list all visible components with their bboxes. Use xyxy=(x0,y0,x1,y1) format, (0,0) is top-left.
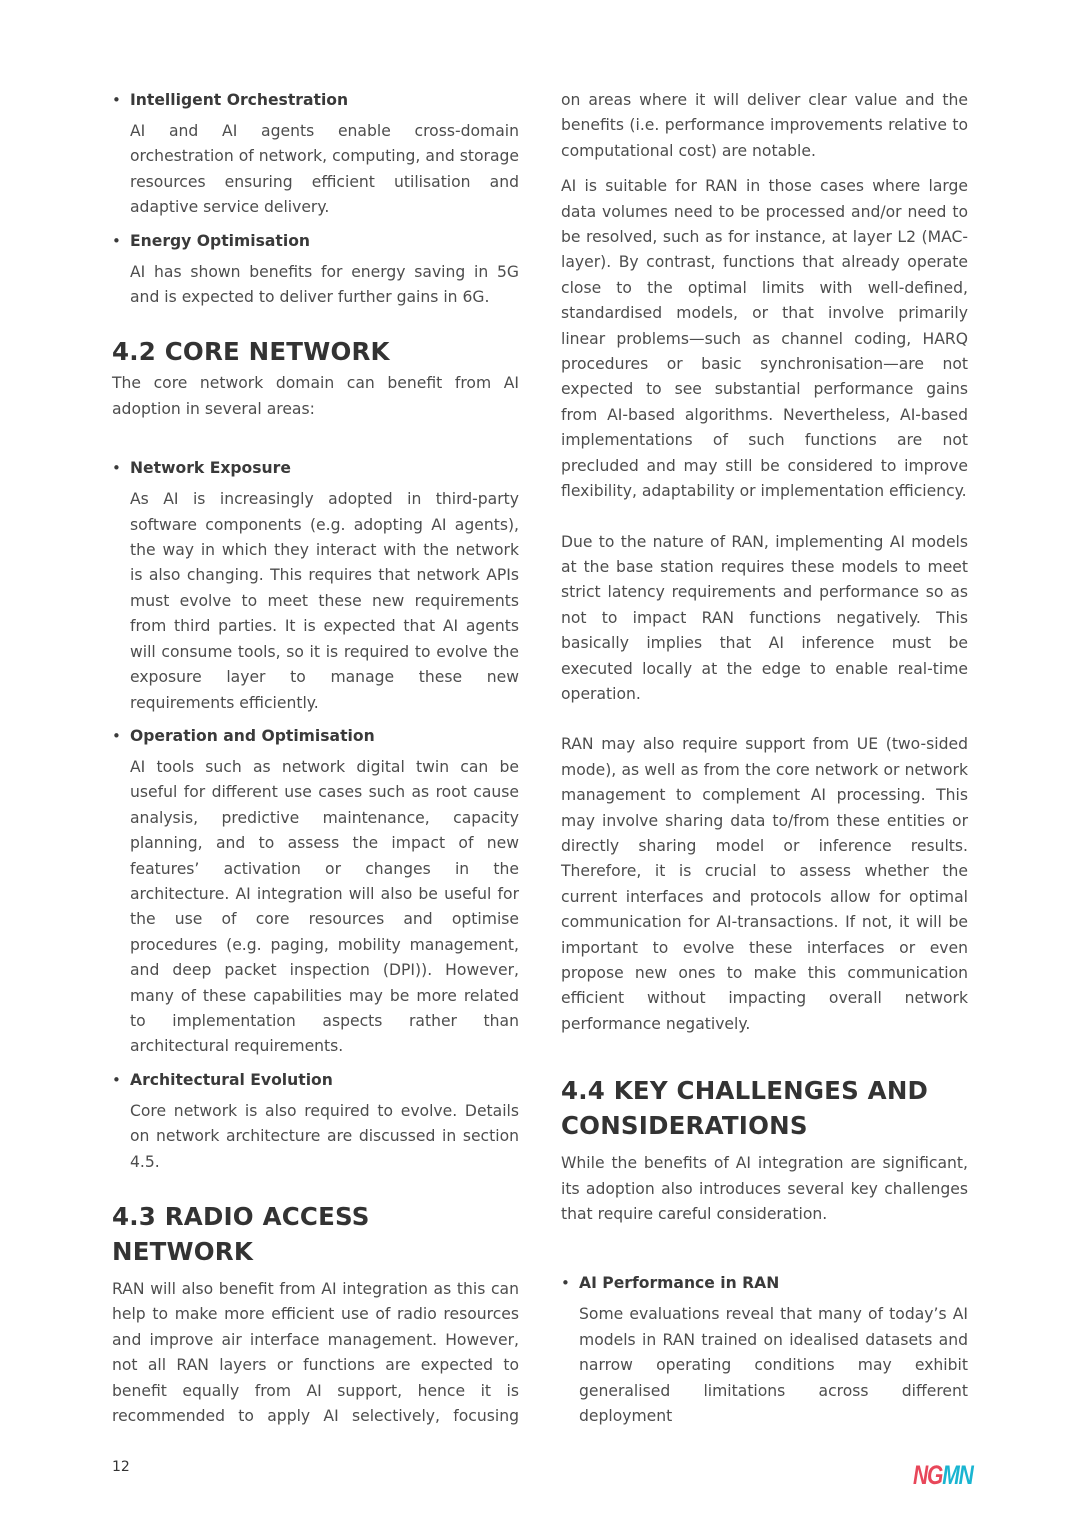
bullet-dot-icon: • xyxy=(112,231,121,250)
section-4-3-paragraph-1-continued: on areas where it will deliver clear value and the benefits (i.e. performance improvements relative to computational cost) are notable. xyxy=(561,91,968,160)
bullet-architectural-evolution xyxy=(112,1068,519,1093)
left-column xyxy=(112,88,519,1429)
bullet-body: AI tools such as network digital twin can be useful for different use cases such as root cause analysis, predictive maintenance, capacity planning, and to assess the impact of new features’ activation or changes in the architecture. AI integration will also be useful for the use of core resources and optimise procedures (e.g. paging, mobility management, and deep packet inspection (DPI)). However, many of these capabilities may be more related to implementation aspects rather than architectural requirements. xyxy=(130,757,519,1056)
bullet-title: Intelligent Orchestration xyxy=(130,91,349,109)
bullet-dot-icon: • xyxy=(112,459,121,478)
section-heading-4-3: 4.3 RADIO ACCESS NETWORK xyxy=(112,1202,370,1266)
bullet-intelligent-orchestration xyxy=(112,88,519,113)
section-4-3-paragraph-1: RAN will also benefit from AI integration as this can help to make more efficient use of radio resources and improve air interface management. However, not all RAN layers or functions are expected to benefit equally from AI support, hence it is recommended to apply AI selectively, focusing xyxy=(112,1280,519,1426)
bullet-title: Energy Optimisation xyxy=(130,231,311,250)
bullet-title: Operation and Optimisation xyxy=(130,726,375,745)
bullet-operation-optimisation xyxy=(112,724,519,749)
right-column xyxy=(561,88,968,1429)
bullet-title: Architectural Evolution xyxy=(130,1070,333,1089)
bullet-dot-icon: • xyxy=(112,726,121,745)
bullet-network-exposure xyxy=(112,456,519,481)
bullet-body: AI and AI agents enable cross-domain orchestration of network, computing, and storage resources ensuring efficient utilisation and adaptive service delivery. xyxy=(130,122,519,217)
section-4-4-intro: While the benefits of AI integration are significant, its adoption also introduces several key challenges that require careful consideration. xyxy=(561,1154,968,1224)
bullet-title: AI Performance in RAN xyxy=(579,1274,780,1293)
bullet-body: As AI is increasingly adopted in third-party software components (e.g. adopting AI agents), the way in which they interact with the network is also changing. This requires that network APIs must evolve to meet these new requirements from third parties. It is expected that AI agents will consume tools, so it is required to evolve the exposure layer to manage these new requirements efficiently. xyxy=(130,490,519,712)
logo-part-mn: MN xyxy=(942,1460,973,1490)
bullet-dot-icon: • xyxy=(112,91,121,109)
bullet-dot-icon: • xyxy=(561,1274,570,1293)
ngmn-logo xyxy=(913,1460,973,1490)
section-4-3-paragraph-2: AI is suitable for RAN in those cases where large data volumes need to be processed and/or need to be resolved, such as for instance, at layer L2 (MAC-layer). By contrast, functions that already operate close to the optimal limits with well-defined, standardised models, or that involve primarily linear problems—such as channel coding, HARQ procedures or basic synchronisation—are not expected to see substantial performance gains from AI-based algorithms. Nevertheless, AI-based implementations of such functions are not precluded and may still be considered to improve flexibility, adaptability or implementation efficiency. xyxy=(561,177,968,501)
bullet-dot-icon: • xyxy=(112,1070,121,1089)
section-heading-4-4: 4.4 KEY CHALLENGES AND CONSIDERATIONS xyxy=(561,1076,929,1141)
logo-part-ng: NG xyxy=(913,1460,943,1490)
bullet-energy-optimisation xyxy=(112,229,519,254)
bullet-body: Some evaluations reveal that many of today’s AI models in RAN trained on idealised datasets and narrow operating conditions may exhibit generalised limitations across different deployment xyxy=(579,1305,968,1426)
section-4-3-paragraph-3: Due to the nature of RAN, implementing AI models at the base station requires these models to meet strict latency requirements and performance so as not to impact RAN functions negatively. This basically implies that AI inference must be executed locally at the edge to enable real-time operation. xyxy=(561,532,968,703)
section-4-3-paragraph-4: RAN may also require support from UE (two-sided mode), as well as from the core network or network management to complement AI processing. This may involve sharing data to/from these entities or directly sharing model or inference results. Therefore, it is crucial to assess whether the current interfaces and protocols allow for optimal communication for AI-transactions. If not, it will be important to evolve these interfaces or even propose new ones to make this communication efficient without impacting overall network performance negatively. xyxy=(561,735,968,1033)
bullet-ai-performance-in-ran xyxy=(561,1271,968,1296)
bullet-body: Core network is also required to evolve. Details on network architecture are discussed in section 4.5. xyxy=(130,1101,519,1171)
page-number: 12 xyxy=(112,1459,130,1475)
bullet-title: Network Exposure xyxy=(130,459,291,478)
section-4-2-intro: The core network domain can benefit from AI adoption in several areas: xyxy=(112,374,519,418)
bullet-body: AI has shown benefits for energy saving in 5G and is expected to deliver further gains in 6G. xyxy=(130,262,519,307)
section-heading-4-2: 4.2 CORE NETWORK xyxy=(112,337,390,367)
